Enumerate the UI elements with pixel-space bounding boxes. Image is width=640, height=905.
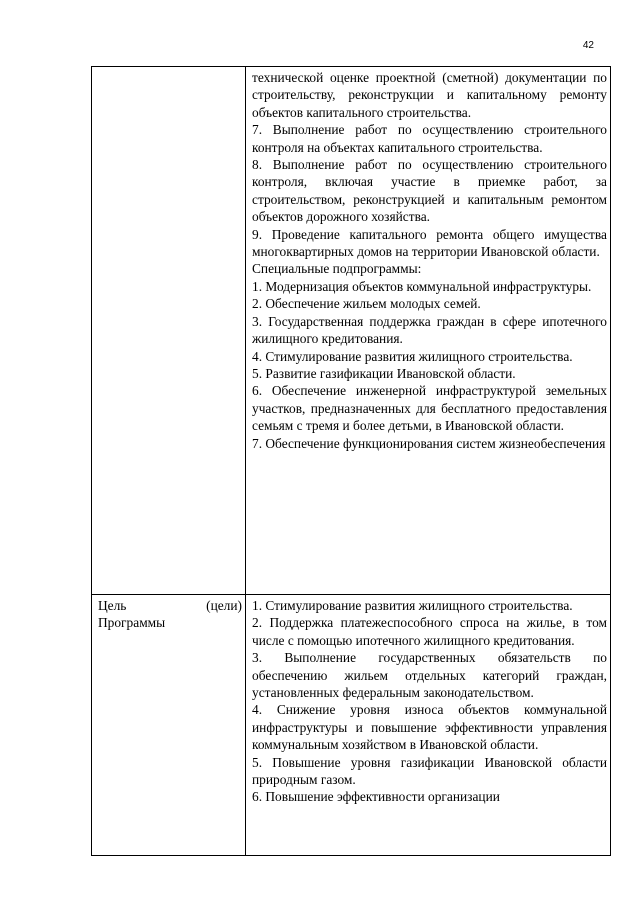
subprograms-heading: Специальные подпрограммы: [252, 261, 422, 277]
paragraph: 6. Повышение эффективности организации [252, 789, 500, 805]
paragraph: технической оценке проектной (сметной) документации по строительству, реконструкции и капитальному ремонту объектов капитального строительства. [252, 70, 607, 120]
row-label: Цель (цели) [98, 598, 242, 613]
paragraph: 1. Модернизация объектов коммунальной инфраструктуры. [252, 278, 592, 294]
row-label-cell [92, 67, 246, 595]
paragraph: 2. Обеспечение жильем молодых семей. [252, 296, 481, 312]
paragraph: 1. Стимулирование развития жилищного строительства. [252, 598, 573, 613]
row-label-continued: Программы [98, 615, 166, 631]
paragraph: 6. Обеспечение инженерной инфраструктурой земельных участков, предназначенных для бесплатного предоставления семьям с тремя и более детьми, в Ивановской области. [252, 383, 607, 434]
row-content-cell [246, 67, 611, 595]
row-label-cell [92, 595, 246, 856]
paragraph: 4. Снижение уровня износа объектов коммунальной инфраструктуры и повышение эффективности управления коммунальным хозяйством в Ивановской области. [252, 702, 607, 753]
paragraph: 7. Выполнение работ по осуществлению строительного контроля на объектах капитального строительства. [252, 122, 607, 155]
paragraph: 4. Стимулирование развития жилищного строительства. [252, 348, 573, 364]
table-row [92, 67, 611, 595]
paragraph: 3. Государственная поддержка граждан в сфере ипотечного жилищного кредитования. [252, 313, 607, 347]
paragraph: 5. Повышение уровня газификации Ивановской области природным газом. [252, 754, 607, 788]
program-passport-table [91, 66, 611, 856]
page-number: 42 [582, 40, 594, 51]
paragraph: 8. Выполнение работ по осуществлению строительного контроля, включая участие в приемке работ, за строительством, реконструкцией и капитальным ремонтом объектов дорожного хозяйства. [252, 157, 607, 225]
paragraph: 3. Выполнение государственных обязательств по обеспечению жильем отдельных категорий граждан, установленных федеральным законодательством. [252, 650, 607, 701]
row-content-cell [246, 595, 611, 856]
paragraph: 2. Поддержка платежеспособного спроса на жилье, в том числе с помощью ипотечного жилищного кредитования. [252, 615, 607, 648]
paragraph: 7. Обеспечение функционирования систем жизнеобеспечения [252, 435, 606, 451]
paragraph: 9. Проведение капитального ремонта общего имущества многоквартирных домов на территории Ивановской области. [252, 226, 607, 260]
paragraph: 5. Развитие газификации Ивановской области. [252, 365, 516, 381]
table-row [92, 595, 611, 856]
